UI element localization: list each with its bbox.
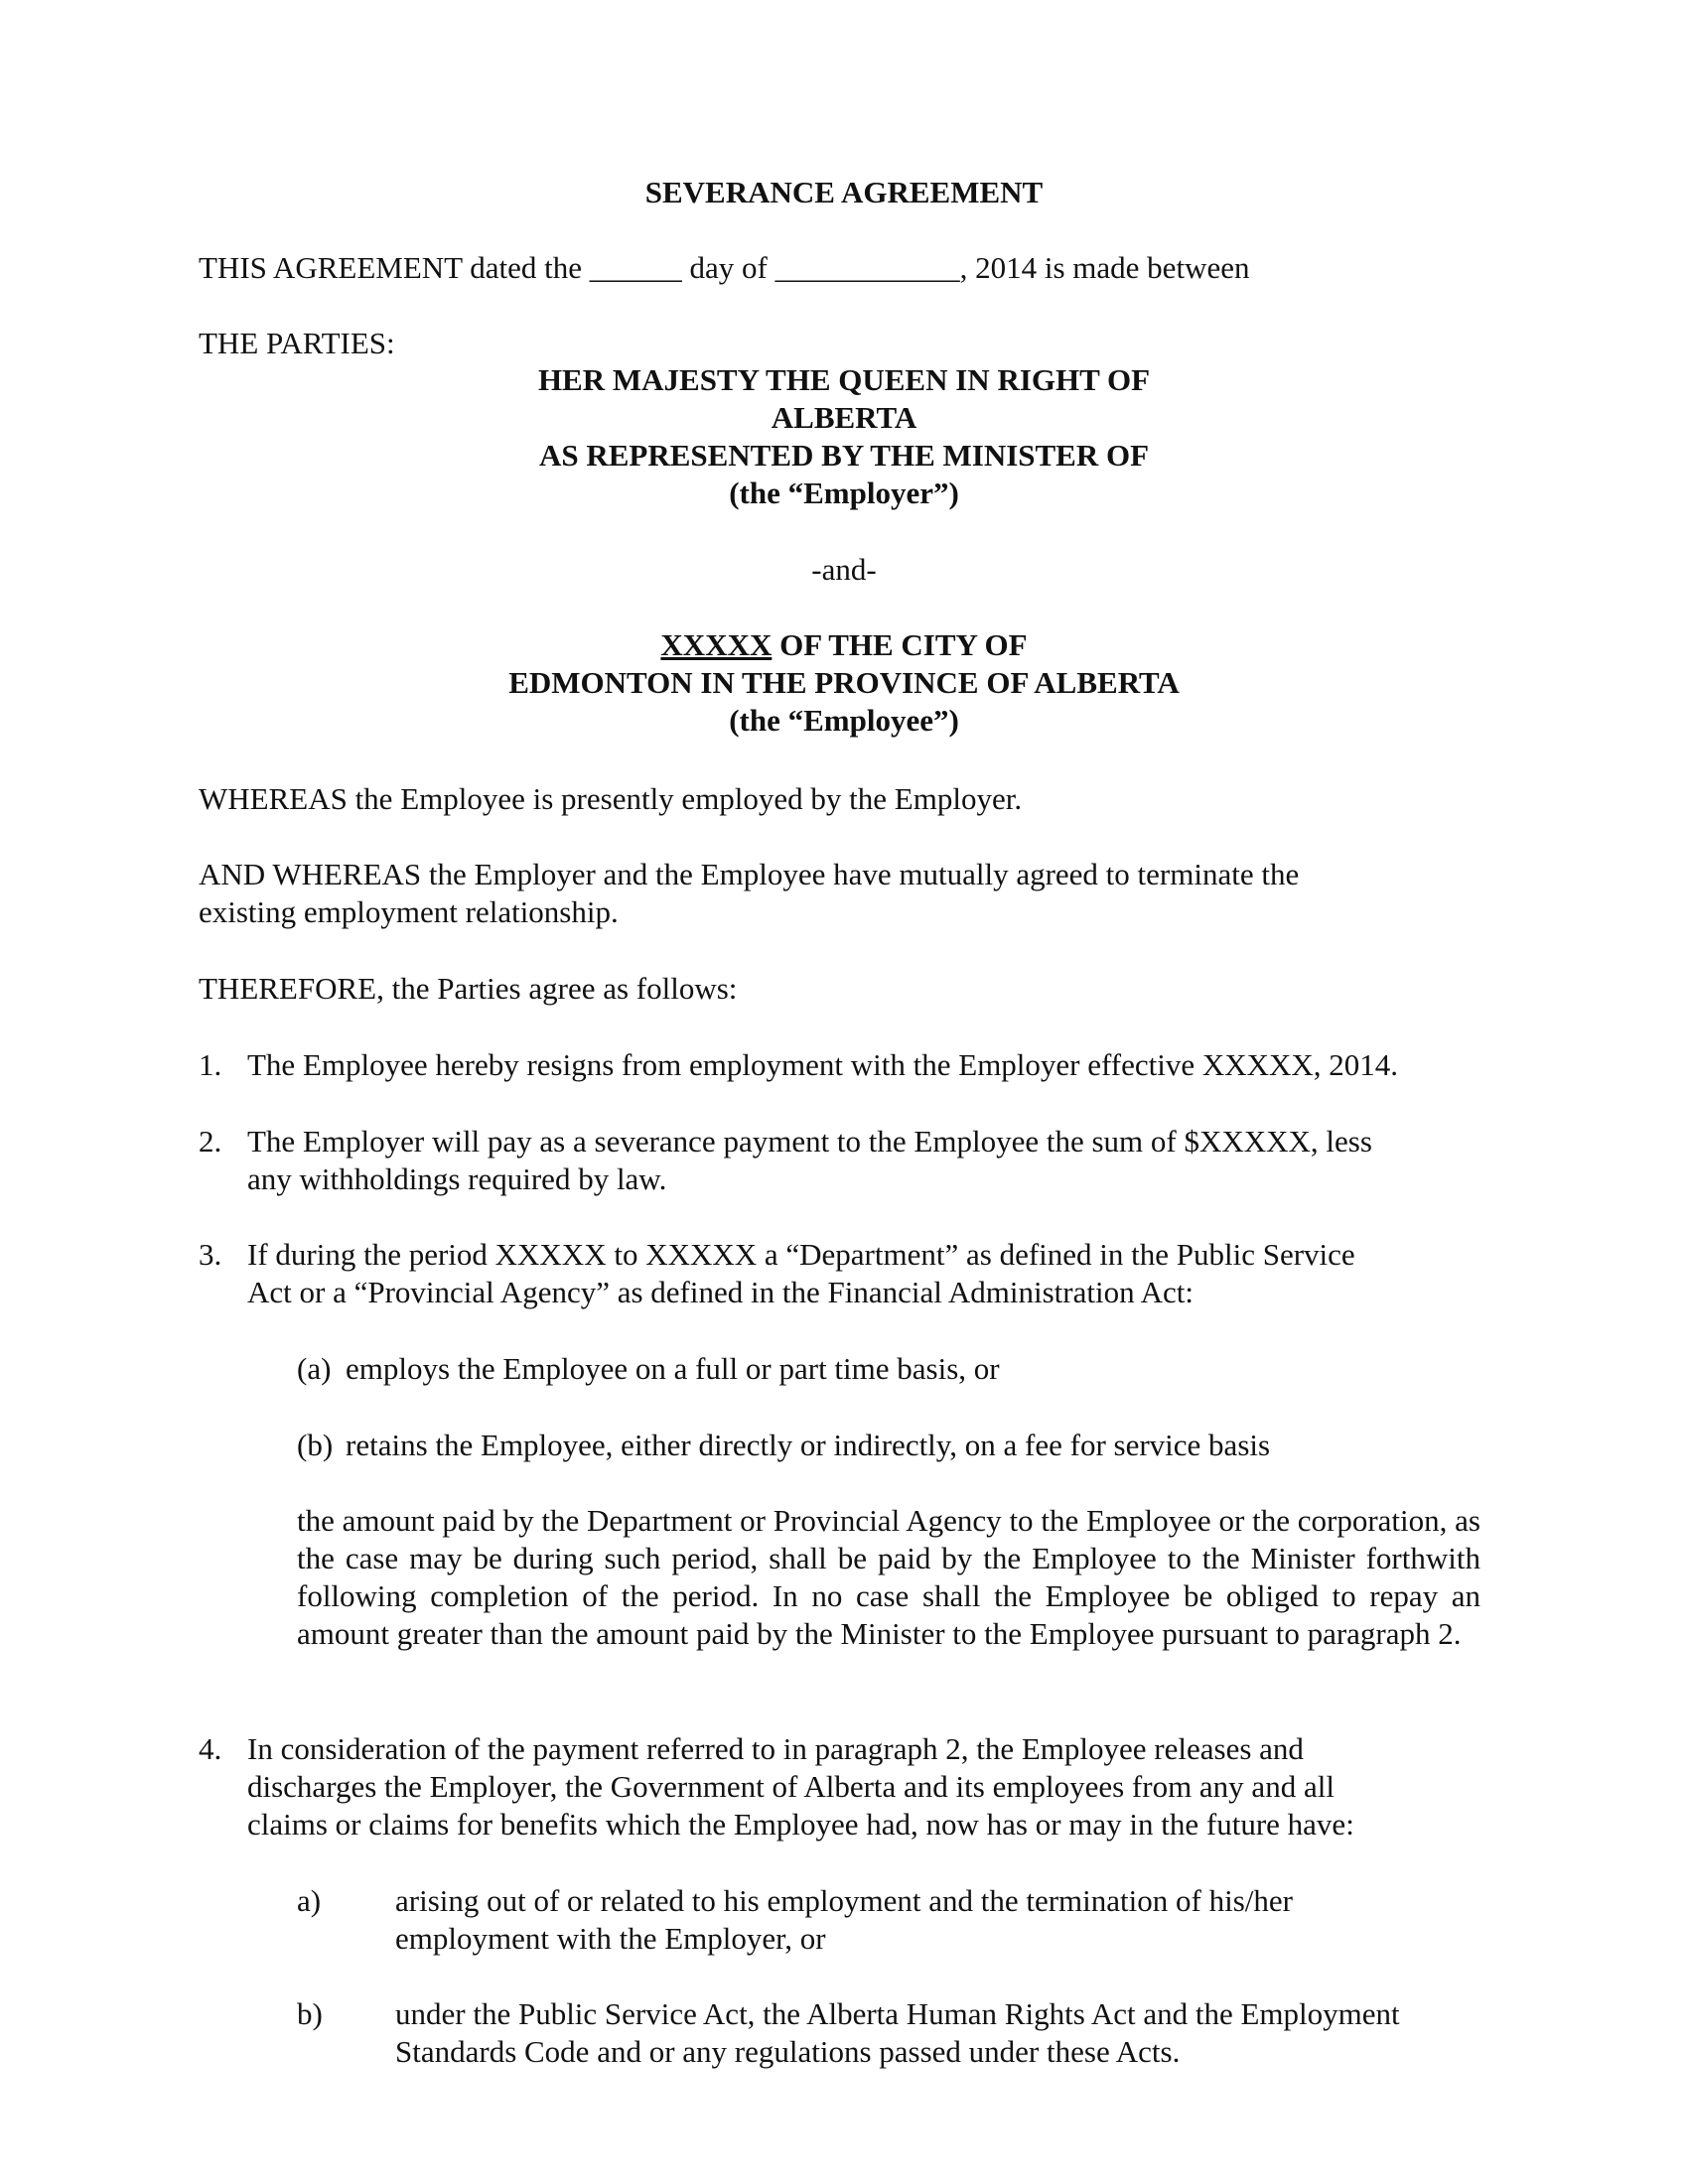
clause-4-text-line-3: claims or claims for benefits which the Employee had, now has or may in the future have: xyxy=(247,1807,1354,1842)
clause-4-text-line-1: In consideration of the payment referred to in paragraph 2, the Employee releases and xyxy=(247,1731,1304,1766)
clause-4-subitem-b-line-1: under the Public Service Act, the Alberta Human Rights Act and the Employment xyxy=(395,1996,1400,2031)
parties-label: THE PARTIES: xyxy=(199,326,395,360)
whereas-clause-2-line-1: AND WHEREAS the Employer and the Employee have mutually agreed to terminate the xyxy=(199,857,1300,891)
clause-3-subitem-a-label: (a) xyxy=(297,1351,332,1386)
clause-2-text-line-1: The Employer will pay as a severance payment to the Employee the sum of $XXXXX, less xyxy=(247,1124,1372,1159)
clause-3-text-line-1: If during the period XXXXX to XXXXX a “Department” as defined in the Public Service xyxy=(247,1237,1355,1272)
clause-4-subitem-a-line-1: arising out of or related to his employment and the termination of his/her xyxy=(395,1883,1293,1918)
clause-3-subitem-b-label: (b) xyxy=(297,1428,334,1462)
and-separator: -and- xyxy=(811,552,877,587)
employee-name-placeholder: XXXXX xyxy=(660,627,773,662)
employer-line-1: HER MAJESTY THE QUEEN IN RIGHT OF xyxy=(537,362,1151,397)
employer-line-3: AS REPRESENTED BY THE MINISTER OF xyxy=(538,438,1150,473)
whereas-clause-2-line-2: existing employment relationship. xyxy=(199,894,619,929)
clause-3-subitem-b-text: retains the Employee, either directly or indirectly, on a fee for service basis xyxy=(346,1428,1271,1462)
clause-4-subitem-a-label: a) xyxy=(297,1883,322,1918)
employee-line-2: EDMONTON IN THE PROVINCE OF ALBERTA xyxy=(508,665,1180,700)
clause-4-number: 4. xyxy=(199,1731,222,1766)
clause-4-text-line-2: discharges the Employer, the Government of Alberta and its employees from any and all xyxy=(247,1769,1335,1804)
intro-prefix: THIS AGREEMENT dated the xyxy=(199,250,583,285)
clause-4-subitem-b-label: b) xyxy=(297,1996,323,2031)
day-blank: ______ xyxy=(589,250,682,285)
whereas-clause-1: WHEREAS the Employee is presently employed by the Employer. xyxy=(199,781,1023,816)
clause-3-text-line-2: Act or a “Provincial Agency” as defined in the Financial Administration Act: xyxy=(247,1275,1195,1309)
therefore-clause: THEREFORE, the Parties agree as follows: xyxy=(199,971,738,1006)
employee-designation: (the “Employee”) xyxy=(729,703,959,738)
clause-3-repayment-paragraph: the amount paid by the Department or Provincial Agency to the Employee or the corporation, as the case may be during such period, shall be paid by the Employee to the Minister forthwith following completion of the period. In no case shall the Employee be obliged to repay an amount greater than the amount paid by the Minister to the Employee pursuant to paragraph 2. xyxy=(297,1503,1480,1651)
clause-3-number: 3. xyxy=(199,1237,222,1272)
employee-line-1 xyxy=(0,626,1688,664)
month-blank: ____________ xyxy=(774,250,960,285)
clause-2-text-line-2: any withholdings required by law. xyxy=(247,1161,667,1196)
clause-3-subitem-a-text: employs the Employee on a full or part time basis, or xyxy=(346,1351,1000,1386)
clause-4-subitem-a-line-2: employment with the Employer, or xyxy=(395,1921,826,1956)
clause-2-number: 2. xyxy=(199,1124,222,1159)
employer-line-2: ALBERTA xyxy=(771,400,917,435)
agreement-intro xyxy=(199,249,1249,287)
intro-day-of: day of xyxy=(689,250,768,285)
employee-line-1-rest: OF THE CITY OF xyxy=(772,627,1028,662)
intro-suffix: , 2014 is made between xyxy=(959,250,1250,285)
clause-1-number: 1. xyxy=(199,1047,222,1082)
clause-1-text: The Employee hereby resigns from employment with the Employer effective XXXXX, 2014. xyxy=(247,1047,1399,1082)
document-title: SEVERANCE AGREEMENT xyxy=(644,175,1044,209)
employer-designation: (the “Employer”) xyxy=(729,476,959,510)
clause-4-subitem-b-line-2: Standards Code and or any regulations passed under these Acts. xyxy=(395,2034,1181,2069)
